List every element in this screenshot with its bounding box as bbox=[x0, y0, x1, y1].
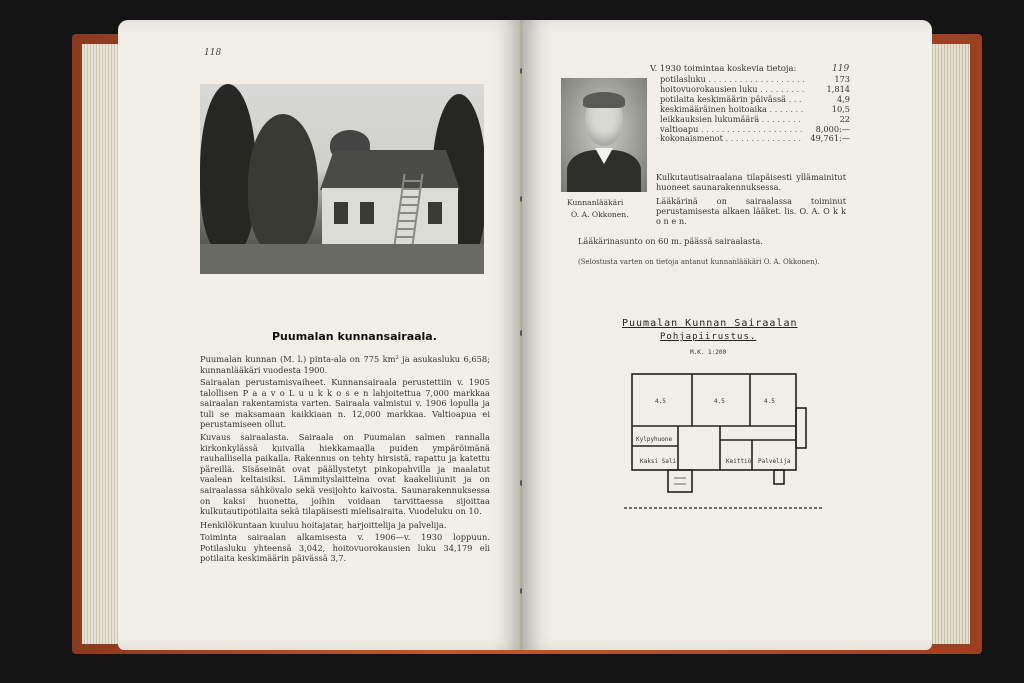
paragraph-activity: Toiminta sairaalan alkamisesta v. 1906—v. 1930 loppuun. Potilasluku yhteensä 3,042, hoitovuorokausien luku 34,179 eli potilaita keskimäärin päivässä 3,7. bbox=[200, 532, 490, 564]
plan-back-steps bbox=[774, 470, 784, 484]
stat-label: potilasluku . . . bbox=[660, 75, 804, 85]
tree-shape bbox=[200, 84, 256, 254]
stat-label: keskimääräinen hoitoaika . . . bbox=[660, 105, 804, 115]
stat-value: 4,9 bbox=[836, 93, 850, 104]
stat-label: hoitovuorokausien luku . . . bbox=[660, 85, 804, 95]
stat-label: leikkauksien lukumäärä . . . bbox=[660, 115, 804, 125]
doctor-portrait bbox=[561, 78, 647, 192]
stat-value: 8,000:— bbox=[815, 123, 850, 134]
line-laakarinasunto: Lääkärinasunto on 60 m. päässä sairaalasta. bbox=[578, 236, 763, 246]
plan-title: Puumalan Kunnan Sairaalan bbox=[622, 318, 798, 329]
caption-line: O. A. Okkonen. bbox=[571, 210, 629, 219]
room-label: Kylpyhuone bbox=[636, 436, 673, 443]
stat-value: 49,761:— bbox=[810, 133, 850, 144]
room-label: Kaksi Sali bbox=[640, 458, 677, 465]
left-page-number: 118 bbox=[204, 48, 222, 58]
stat-row bbox=[660, 95, 850, 105]
stats-list bbox=[660, 75, 850, 144]
paragraph-laakari: Lääkärinä on sairaalassa toiminut perustamisesta alkaen lääket. lis. O. A. O k k o n e n. bbox=[656, 196, 846, 227]
portrait-caption bbox=[561, 197, 647, 221]
house-window bbox=[360, 202, 374, 224]
stat-row bbox=[660, 134, 850, 144]
stat-label: valtioapu . . . bbox=[660, 125, 804, 135]
house-roof bbox=[320, 150, 460, 190]
paragraph-area: Puumalan kunnan (M. l.) pinta-ala on 775 km² ja asukasluku 6,658; kunnanlääkäri vuodesta 1900. bbox=[200, 354, 490, 375]
portrait-hair bbox=[583, 92, 625, 108]
paragraph-staff: Henkilökuntaan kuuluu hoitajatar, harjoittelija ja palvelija. bbox=[200, 520, 447, 530]
house-window bbox=[428, 202, 442, 224]
room-label: 4.5 bbox=[764, 398, 775, 405]
plan-subtitle: Pohjapiirustus. bbox=[660, 332, 757, 342]
room-label: Palvelija bbox=[758, 458, 791, 465]
stat-value: 22 bbox=[839, 113, 850, 124]
stat-row bbox=[660, 85, 850, 95]
grass bbox=[200, 244, 484, 274]
stat-value: 10,5 bbox=[831, 103, 850, 114]
plan-entrance-steps bbox=[668, 470, 692, 492]
stat-label: potilaita keskimäärin päivässä . . . bbox=[660, 95, 804, 105]
caption-line: Kunnanlääkäri bbox=[567, 198, 624, 207]
floor-plan bbox=[624, 368, 834, 518]
hospital-photo bbox=[200, 84, 484, 274]
stat-value: 1,814 bbox=[826, 83, 850, 94]
stat-label: kokonaismenot . . . bbox=[660, 134, 804, 144]
house-window bbox=[334, 202, 348, 224]
room-label: 4.5 bbox=[714, 398, 725, 405]
paragraph-description: Kuvaus sairaalasta. Sairaala on Puumalan salmen rannalla kirkonkylässä kuivalla hiekkamaalla puiden ympäröimänä rauhallisella paikalla. Rakennus on tehty hirsistä, rapattu ja katettu päreillä. Sisäseinät ovat päällystetyt pinkopahvilla ja maalatut vaalean keltaisiksi. Lämmityslaitteina ovat kaakeliuunit ja on sairaalassa sähkövalo sekä vesijohto kaivosta. Saunarakennuksessa on kaksi huonetta, joihin voidaan tarvittaessa sijoittaa kulkutautipotilaita sekä tilapäisesti mielisairaita. Vuodeluku on 10. bbox=[200, 432, 490, 517]
room-label: 4.5 bbox=[655, 398, 666, 405]
plan-scale: M.K. 1:200 bbox=[690, 349, 727, 356]
stat-row bbox=[660, 75, 850, 85]
paragraph-founding: Sairaalan perustamisvaiheet. Kunnansairaala perustettiin v. 1905 talollisen P a a v o L u u k k o s e n lahjoitettua 7,000 markkaa sairaalan rakentamista varten. Sairaala valmistui v. 1906 lopulla ja tuli se maksamaan kaikkiaan n. 12,000 markkaa. Valtioapua ei perustamiseen ollut. bbox=[200, 377, 490, 430]
room-label: Keittiö bbox=[726, 458, 752, 465]
tree-shape bbox=[248, 114, 318, 254]
paragraph-kulkutauti: Kulkutautisairaalana tilapäisesti yllämainitut huoneet saunarakennuksessa. bbox=[656, 172, 846, 193]
section-heading: Puumalan kunnansairaala. bbox=[272, 330, 437, 343]
plan-outer-wall bbox=[632, 374, 796, 470]
right-page-number: 119 bbox=[832, 64, 850, 74]
stat-value: 173 bbox=[834, 74, 850, 84]
source-note: (Selostusta varten on tietoja antanut kunnanlääkäri O. A. Okkonen). bbox=[578, 258, 820, 266]
stats-heading: V. 1930 toimintaa koskevia tietoja: bbox=[650, 63, 797, 73]
stat-row bbox=[660, 105, 850, 115]
plan-porch bbox=[796, 408, 806, 448]
